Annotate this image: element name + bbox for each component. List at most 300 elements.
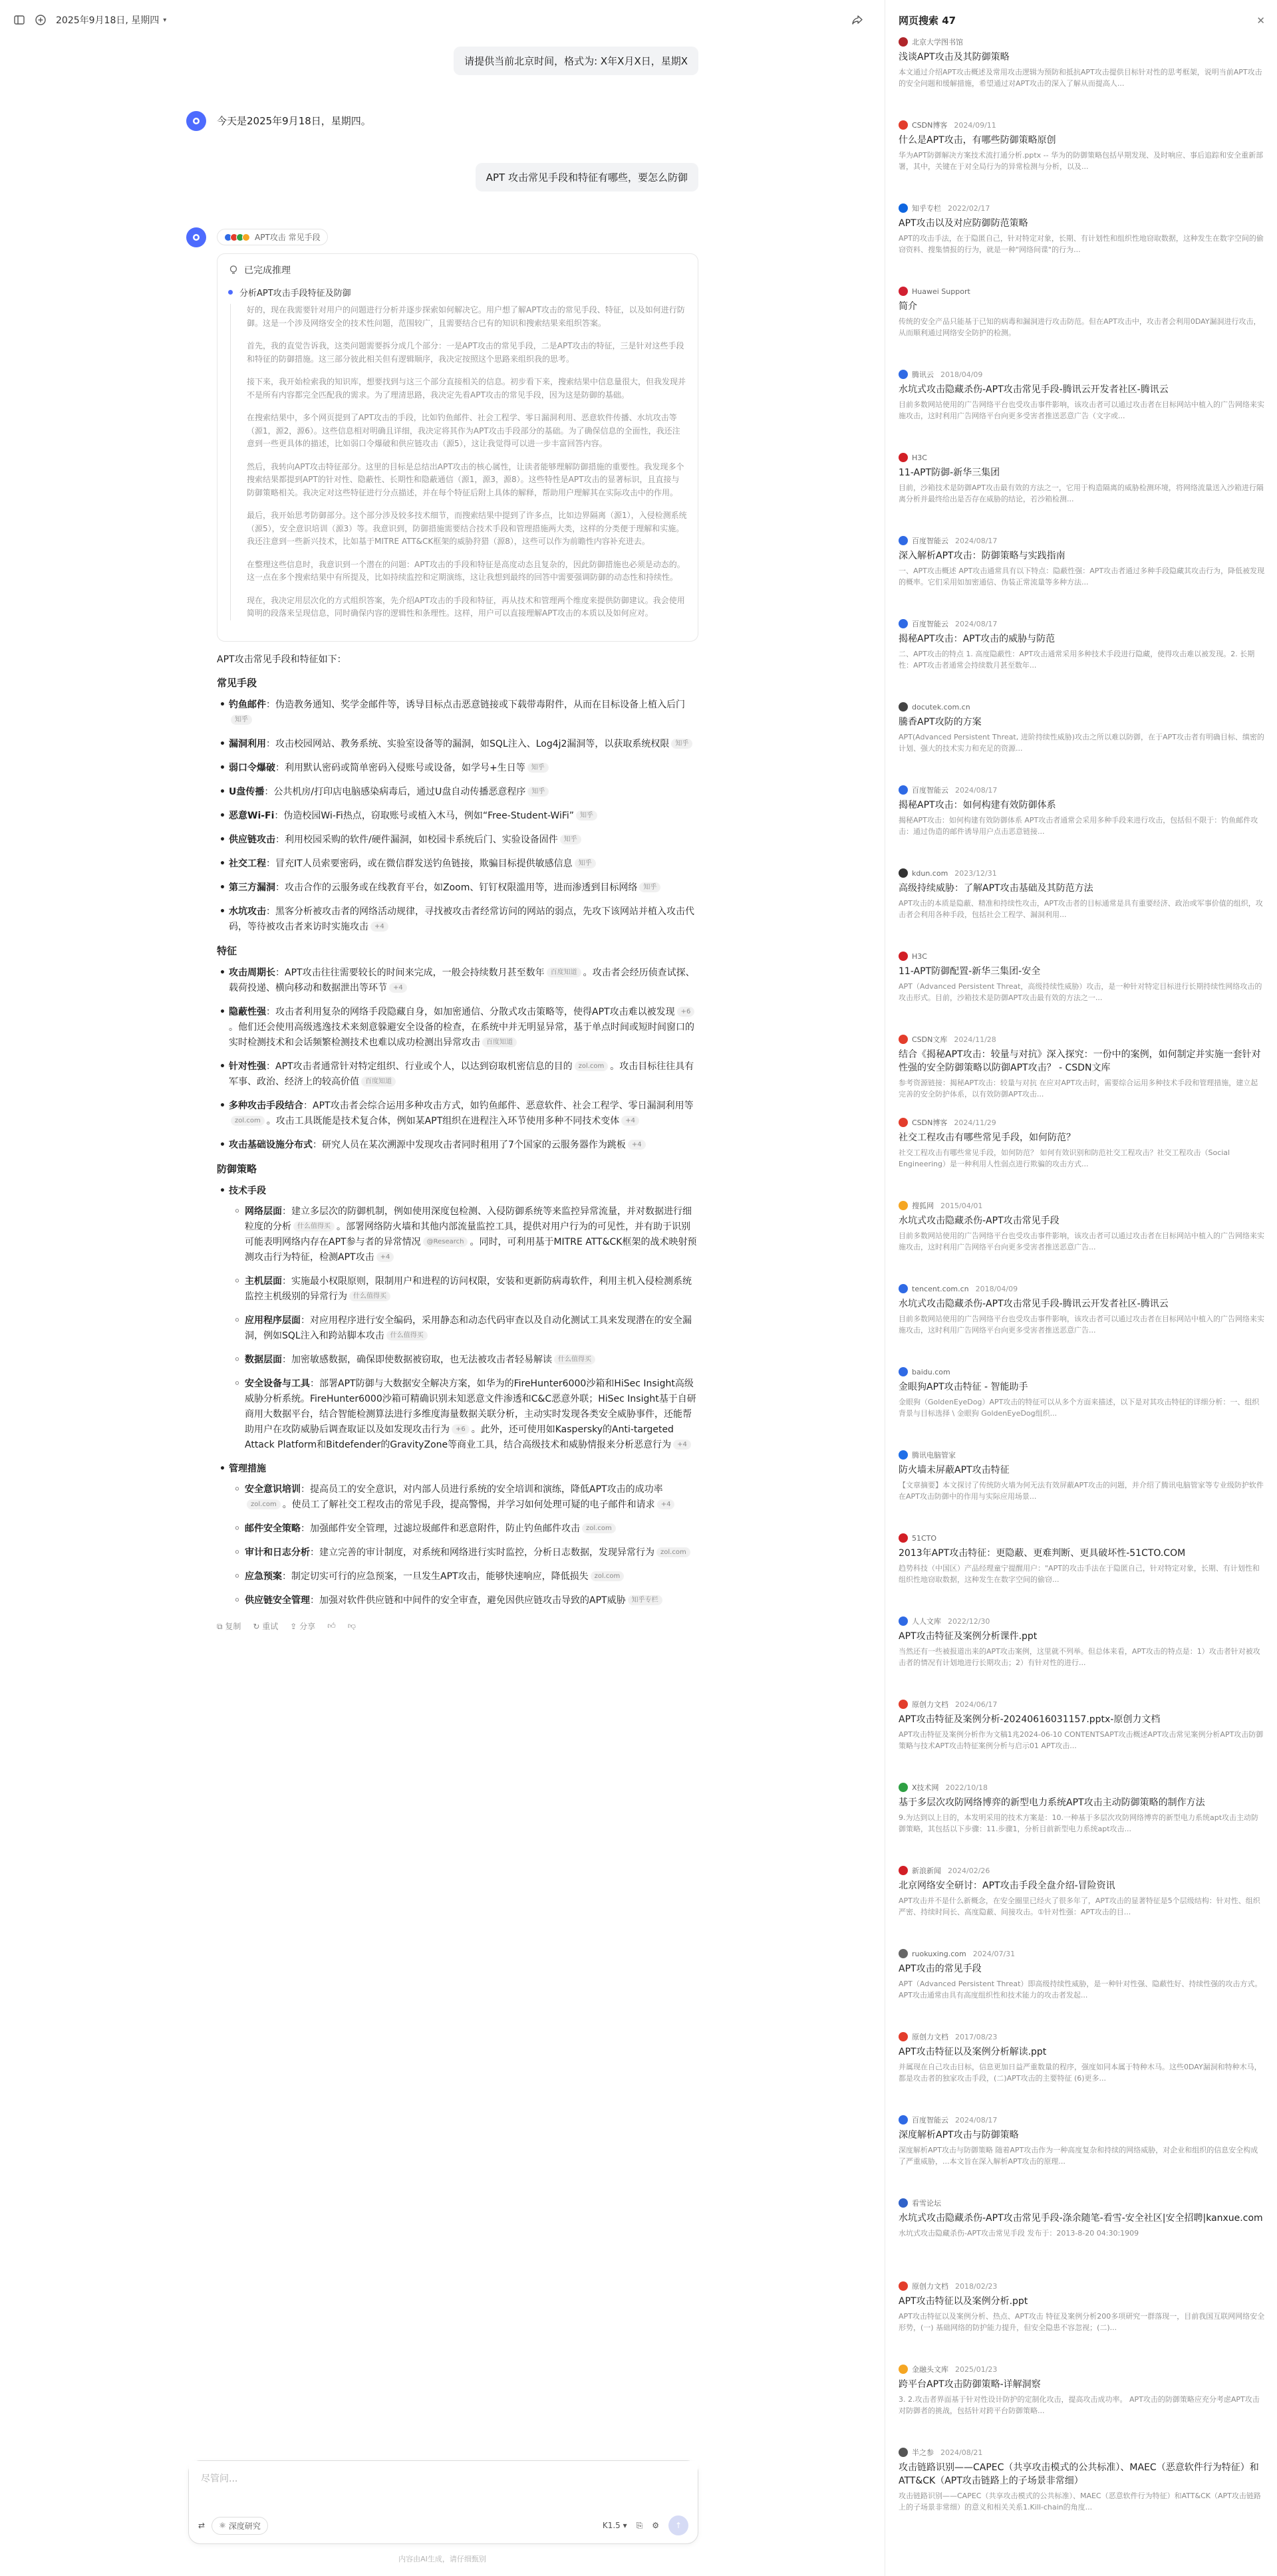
reasoning-paragraph: 然后，我转向APT攻击特征部分。这里的目标是总结出APT攻击的核心属性，让读者能够理解防御措施的重要性。我发现多个搜索结果都提到APT的针对性、隐蔽性、长期性和隐蔽通信（源1，源3，源8）。这些特性是APT攻击的显著标识，且直接与防御策略相关。我决定对这些特征进行分点描述，并在每个特征后附上具体的解释，帮助用户理解其在实际攻击中的作用。 bbox=[247, 461, 684, 497]
deep-research-label: 深度研究 bbox=[228, 2521, 261, 2531]
user-message-1 bbox=[186, 47, 698, 75]
reasoning-paragraph: 接下来，我开始检索我的知识库，想要找到与这三个部分直接相关的信息。初步看下来，搜索结果中信息量很大，但我发现并不是所有内容都完全匹配我的需求。为了理清思路，我决定先看APT攻击的常见手段，因为这是防御的基础。 bbox=[247, 377, 686, 400]
list-item bbox=[245, 1521, 698, 1537]
answer-intro: APT攻击常见手段和特征如下： bbox=[217, 654, 347, 665]
source-name: 原创力文档 bbox=[912, 2033, 948, 2041]
item-term: 第三方漏洞 bbox=[229, 882, 275, 893]
result-source bbox=[899, 618, 1265, 629]
result-date: 2018/04/09 bbox=[940, 370, 983, 379]
source-name: H3C bbox=[912, 453, 927, 462]
citation-badge[interactable]: @Research bbox=[423, 1237, 468, 1247]
item-term: 针对性强 bbox=[229, 1061, 266, 1072]
result-title[interactable]: 水坑式攻击隐藏杀伤-APT攻击常见手段 bbox=[899, 1216, 1060, 1226]
item-desc: 。此外，还可使用如Kaspersky的Anti-targeted Attack Platform和Bitdefender的GravityZone等商业工具，结合高级技术和威胁情报来分析恶意行为 bbox=[245, 1424, 674, 1450]
site-favicon-icon bbox=[899, 2448, 908, 2457]
item-desc: ：研究人员在某次溯源中发现攻击者同时租用了7个国家的云服务器作为跳板 bbox=[313, 1139, 626, 1150]
list-item bbox=[245, 1545, 698, 1561]
result-title[interactable]: APT攻击的常见手段 bbox=[899, 1964, 982, 1974]
search-result[interactable] bbox=[899, 535, 1265, 618]
result-snippet: 华为APT防御解决方案技术流打通分析.pptx -- 华为的防御策略包括早期发现、及时响应、事后追踪和安全重新部署，其中，关键在于对全局行为的异常检测与分析，以及... bbox=[899, 151, 1264, 171]
result-date: 2024/11/29 bbox=[954, 1118, 996, 1127]
citation-badge[interactable]: zol.com bbox=[656, 1547, 690, 1557]
item-term: 安全意识培训 bbox=[245, 1483, 301, 1495]
site-favicon-icon bbox=[899, 1201, 908, 1210]
result-title[interactable]: APT攻击以及对应防御防范策略 bbox=[899, 218, 1028, 229]
source-name: 看雪论坛 bbox=[912, 2199, 941, 2208]
citation-badge[interactable]: +6 bbox=[452, 1424, 470, 1434]
top-bar bbox=[0, 0, 885, 40]
site-favicon-icon bbox=[899, 1284, 908, 1293]
reasoning-text bbox=[230, 304, 687, 620]
list-item bbox=[229, 904, 698, 935]
result-source bbox=[899, 37, 1265, 47]
sidebar-toggle-icon[interactable] bbox=[13, 14, 25, 26]
user-message-text: APT 攻击常见手段和特征有哪些，要怎么防御 bbox=[476, 163, 698, 192]
copy-label: 复制 bbox=[225, 1621, 241, 1631]
result-date: 2024/02/26 bbox=[948, 1866, 990, 1875]
result-source bbox=[899, 2364, 1265, 2375]
item-term: 供应链攻击 bbox=[229, 834, 275, 845]
assistant-message-1 bbox=[186, 111, 698, 131]
result-date: 2024/07/31 bbox=[972, 1949, 1016, 1958]
result-title[interactable]: APT攻击特征及案例分析-20240616031157.pptx-原创力文档 bbox=[899, 1714, 1161, 1725]
tech-list bbox=[229, 1204, 698, 1453]
toggle-icon[interactable]: ⇄ bbox=[198, 2521, 206, 2530]
site-favicon-icon bbox=[899, 1035, 908, 1044]
settings-icon[interactable]: ⚙ bbox=[652, 2521, 659, 2530]
item-term: 审计和日志分析 bbox=[245, 1547, 310, 1558]
assistant-message-2 bbox=[186, 227, 698, 1632]
search-result[interactable] bbox=[899, 1699, 1265, 1782]
source-name: 北京大学图书馆 bbox=[912, 38, 963, 47]
search-result[interactable] bbox=[899, 868, 1265, 951]
search-query-label: APT攻击 常见手段 bbox=[255, 233, 321, 242]
reasoning-header[interactable] bbox=[228, 263, 687, 277]
site-favicon-icon bbox=[899, 2281, 908, 2291]
result-title[interactable]: 基于多层次攻防网络博弈的新型电力系统APT攻击主动防御策略的制作方法 bbox=[899, 1797, 1205, 1808]
item-term: 钓鱼邮件 bbox=[229, 699, 266, 710]
result-title[interactable]: 水坑式攻击隐藏杀伤-APT攻击常见手段-腾讯云开发者社区-腾讯云 bbox=[899, 1299, 1169, 1309]
source-name: 百度智能云 bbox=[912, 2116, 948, 2125]
result-snippet: 目前多数网站使用的广告网络平台也受攻击事件影响，该攻击者可以通过攻击者在目标网站中植入的广告网络来实施攻击，这时利用广告网络平台向更多受害者推送恶意广告... bbox=[899, 1231, 1264, 1251]
list-item bbox=[245, 1204, 698, 1265]
citation-badge[interactable]: 知乎 bbox=[575, 858, 596, 868]
source-name: 腾讯云 bbox=[912, 370, 934, 379]
chat-title[interactable]: 2025年9月18日, 星期四 bbox=[56, 15, 160, 26]
search-result[interactable] bbox=[899, 203, 1265, 286]
section-heading-defense: 防御策略 bbox=[217, 1162, 257, 1175]
new-chat-icon[interactable] bbox=[35, 14, 47, 26]
result-title[interactable]: 简介 bbox=[899, 301, 917, 312]
search-result[interactable] bbox=[899, 1616, 1265, 1699]
search-result[interactable] bbox=[899, 1366, 1265, 1450]
retry-button[interactable]: ↻ 重试 bbox=[253, 1621, 279, 1631]
step-dot-icon bbox=[228, 290, 233, 295]
result-title[interactable]: 跨平台APT攻击防御策略-详解洞察 bbox=[899, 2379, 1041, 2390]
item-term: 应用程序层面 bbox=[245, 1315, 301, 1326]
result-snippet: 并属现在自己攻击目标，信息更加日益严重数量的程序，强度如同本属于特种木马。这些0DAY漏洞和特种木马，都是攻击者的独家攻击手段，(二)APT攻击的主要特征 (6)更多... bbox=[899, 2063, 1262, 2083]
source-name: 金融头文库 bbox=[912, 2365, 948, 2374]
citation-badge[interactable]: zol.com bbox=[582, 1523, 616, 1533]
result-title[interactable]: 浅谈APT攻击及其防御策略 bbox=[899, 52, 1010, 63]
result-title[interactable]: 深入解析APT攻击：防御策略与实践指南 bbox=[899, 551, 1065, 561]
search-result[interactable] bbox=[899, 2281, 1265, 2364]
item-desc: 。攻击目标往往具有军事、政治、经济上的较高价值 bbox=[229, 1061, 694, 1087]
result-date: 2023/12/31 bbox=[954, 868, 997, 878]
result-title[interactable]: 什么是APT攻击，有哪些防御策略原创 bbox=[899, 135, 1056, 146]
source-name: 51CTO bbox=[912, 1533, 937, 1543]
item-desc: 。使员工了解社交工程攻击的常见手段，提高警惕，并学习如何处理可疑的电子邮件和请求 bbox=[282, 1499, 655, 1510]
search-result[interactable] bbox=[899, 286, 1265, 369]
list-item bbox=[245, 1482, 698, 1513]
result-title[interactable]: 攻击链路识别——CAPEC（共享攻击模式的公共标准）、MAEC（恶意软件行为特征）和ATT&CK（APT攻击链路上的子场景非常细） bbox=[899, 2462, 1259, 2486]
close-icon[interactable]: ✕ bbox=[1256, 14, 1265, 27]
search-result[interactable] bbox=[899, 1034, 1265, 1117]
item-desc: ：公共机房/打印店电脑感染病毒后，通过U盘自动传播恶意程序 bbox=[264, 786, 526, 797]
methods-list bbox=[217, 698, 698, 935]
list-item bbox=[229, 1184, 698, 1453]
source-name: CSDN博客 bbox=[912, 121, 948, 130]
message-list bbox=[186, 47, 698, 1664]
source-name: kdun.com bbox=[912, 868, 948, 878]
search-result[interactable] bbox=[899, 2447, 1265, 2530]
result-title[interactable]: 水坑式攻击隐藏杀伤-APT攻击常见手段-腾讯云开发者社区-腾讯云 bbox=[899, 384, 1169, 395]
source-name: H3C bbox=[912, 952, 927, 961]
item-desc: 。攻击工具既能是技术复合体，例如某APT组织在进程注入环节使用多种不同技术变体 bbox=[266, 1115, 620, 1126]
search-result[interactable] bbox=[899, 618, 1265, 702]
item-term: 弱口令爆破 bbox=[229, 762, 275, 773]
result-title[interactable]: 揭秘APT攻击：如何构建有效防御体系 bbox=[899, 800, 1056, 811]
result-date: 2024/08/17 bbox=[955, 785, 998, 795]
site-favicon-icon bbox=[899, 785, 908, 795]
result-snippet: APT攻击的本质是隐蔽、精准和持续性攻击，APT攻击者的目标通常是具有重要经济、政治或军事价值的组织，攻击者会利用各种手段，包括社会工程学、漏洞利用... bbox=[899, 899, 1263, 919]
result-source bbox=[899, 1782, 1265, 1793]
result-source bbox=[899, 369, 1265, 380]
search-result[interactable] bbox=[899, 1283, 1265, 1366]
item-desc: ：APT攻击者会综合运用多种攻击方式，如钓鱼邮件、恶意软件、社会工程学、零日漏洞利用等 bbox=[303, 1100, 694, 1111]
search-result[interactable] bbox=[899, 2031, 1265, 2115]
source-name: 新浪新闻 bbox=[912, 1867, 941, 1875]
result-title[interactable]: APT攻击特征以及案例分析解读.ppt bbox=[899, 2047, 1047, 2057]
reasoning-panel bbox=[217, 253, 698, 642]
result-title[interactable]: 高级持续威胁：了解APT攻击基础及其防范方法 bbox=[899, 883, 1093, 894]
citation-badge[interactable]: +6 bbox=[677, 1007, 695, 1017]
citation-badge[interactable]: 知乎 bbox=[527, 787, 549, 797]
model-selector[interactable]: K1.5 ▾ bbox=[602, 2521, 627, 2530]
site-favicon-icon bbox=[899, 453, 908, 462]
search-result[interactable] bbox=[899, 785, 1265, 868]
item-desc: 。部署网络防火墙和其他内部流量监控工具，提供对用户行为的可见性，并有助于识别可能表明网络内存在APT参与者的异常情况 bbox=[245, 1221, 690, 1247]
list-item bbox=[229, 1462, 698, 1609]
site-favicon-icon bbox=[899, 1450, 908, 1460]
result-title[interactable]: 水坑式攻击隐藏杀伤-APT攻击常见手段-涤余随笔-看雪-安全社区|安全招聘|kanxue.com bbox=[899, 2213, 1263, 2224]
citation-badge[interactable]: +4 bbox=[376, 1252, 394, 1262]
source-name: CSDN文库 bbox=[912, 1035, 948, 1044]
search-result[interactable] bbox=[899, 369, 1265, 452]
result-snippet: 参考资源链接：揭秘APT攻击：较量与对抗 在应对APT攻击时，需要综合运用多种技术手段和管理措施，建立起完善的安全防护体系，以有效防御APT攻击... bbox=[899, 1079, 1258, 1098]
mgmt-list bbox=[229, 1482, 698, 1609]
item-desc: 。同时，可利用基于MITRE ATT&CK框架的战术映射预测攻击行为特征，检测APT攻击 bbox=[245, 1236, 697, 1263]
reasoning-step-label: 分析APT攻击手段特征及防御 bbox=[239, 289, 351, 299]
citation-badge[interactable]: 百度知道 bbox=[547, 967, 581, 977]
item-term: 邮件安全策略 bbox=[245, 1523, 301, 1534]
item-term: 供应链安全管理 bbox=[245, 1595, 310, 1606]
research-icon: ⚛ bbox=[219, 2521, 226, 2530]
item-desc: ：利用默认密码或简单密码入侵账号或设备，如学号+生日等 bbox=[275, 762, 525, 773]
search-result[interactable] bbox=[899, 452, 1265, 535]
result-date: 2024/08/17 bbox=[955, 536, 998, 545]
result-date: 2024/11/28 bbox=[954, 1035, 996, 1044]
result-title[interactable]: 结合《揭秘APT攻击：较量与对抗》深入探究：一份中的案例，如何制定并实施一套针对性强的安全防御策略以防御APT攻击？ - CSDN文库 bbox=[899, 1049, 1261, 1073]
item-desc: ：伪造教务通知、奖学金邮件等，诱导目标点击恶意链接或下载带毒附件，从而在目标设备上植入后门 bbox=[266, 699, 685, 710]
result-source bbox=[899, 702, 1265, 712]
citation-badge[interactable]: 知乎 bbox=[527, 763, 549, 773]
copy-button[interactable]: ⧉ 复制 bbox=[217, 1621, 241, 1631]
result-title[interactable]: 社交工程攻击有哪些常见手段，如何防范？ bbox=[899, 1132, 1075, 1143]
site-favicon-icon bbox=[899, 1783, 908, 1792]
item-desc: ：黑客分析被攻击者的网络活动规律，寻找被攻击者经常访问的网站的弱点，先攻下该网站并植入攻击代码，等待被攻击者来访时实施攻击 bbox=[229, 906, 694, 932]
list-item bbox=[229, 1059, 698, 1090]
item-term: 恶意Wi-Fi bbox=[229, 810, 275, 821]
list-item bbox=[229, 809, 698, 824]
item-desc: ：对应用程序进行安全编码，采用静态和动态代码审查以及自动化测试工具来发现潜在的安全漏洞，例如SQL注入和跨站脚本攻击 bbox=[245, 1315, 692, 1341]
citation-badge[interactable]: 百度知道 bbox=[482, 1037, 517, 1047]
search-source-chip[interactable] bbox=[217, 229, 328, 245]
result-snippet: APT攻击特征及案例分析作为文稿1兆2024-06-10 CONTENTSAPT攻击概述APT攻击常见案例分析APT攻击防御策略与技术APT攻击特征案例分析与启示01 APT攻击... bbox=[899, 1730, 1264, 1750]
search-result[interactable] bbox=[899, 2364, 1265, 2447]
citation-badge[interactable]: 百度知道 bbox=[361, 1077, 396, 1087]
result-snippet: 一、APT攻击概述 APT攻击通常具有以下特点：隐蔽性强：APT攻击者通过多种手段隐藏其攻击行为，降低被发现的概率。它们采用如加密通信、伪装正常流量等多种方法... bbox=[899, 567, 1265, 586]
citation-badge[interactable]: +4 bbox=[657, 1499, 675, 1509]
search-result[interactable] bbox=[899, 1865, 1265, 1948]
source-name: ruokuxing.com bbox=[912, 1949, 966, 1958]
source-name: 搜狐网 bbox=[912, 1202, 934, 1210]
item-desc: ：攻击者利用复杂的网络手段隐藏自身，如加密通信、分散式攻击策略等，使得APT攻击难以被发现 bbox=[266, 1006, 675, 1017]
result-date: 2024/08/21 bbox=[940, 2448, 983, 2457]
result-date: 2022/02/17 bbox=[948, 203, 990, 213]
result-snippet: 9.为达到以上目的，本发明采用的技术方案是：10.一种基于多层次攻防网络博弈的新型电力系统apt攻击主动防御策略，其包括以下步骤：11.步骤1，分析目前新型电力系统apt攻击... bbox=[899, 1813, 1259, 1833]
item-term: 水坑攻击 bbox=[229, 906, 266, 917]
item-desc: ：利用校园采购的软件/硬件漏洞，如校园卡系统后门、实验设备固件 bbox=[275, 834, 558, 845]
result-source bbox=[899, 1450, 1265, 1460]
search-panel-header bbox=[899, 13, 1265, 27]
search-result[interactable] bbox=[899, 1117, 1265, 1200]
item-term: 攻击基础设施分布式 bbox=[229, 1139, 313, 1150]
site-favicon-icon bbox=[899, 287, 908, 296]
citation-badge[interactable]: zol.com bbox=[575, 1061, 609, 1071]
defense-mgmt-heading: 管理措施 bbox=[229, 1463, 266, 1474]
result-source bbox=[899, 785, 1265, 795]
item-term: 漏洞利用 bbox=[229, 738, 266, 749]
item-term: 数据层面 bbox=[245, 1354, 282, 1365]
result-title[interactable]: 騰香APT攻防的方案 bbox=[899, 717, 982, 727]
thumbs-down-icon[interactable]: 👎︎ bbox=[347, 1620, 356, 1630]
reasoning-paragraph: 在整理这些信息时，我意识到一个潜在的问题：APT攻击的手段和特征是高度动态且复杂的，因此防御措施也必须是动态的。这一点在多个搜索结果中有所提及，比如持续监控和定期演练，这让我想到最终的回答中需要强调防御的动态性和持续性。 bbox=[247, 559, 685, 582]
result-snippet: 目前，沙箱技术是防御APT攻击最有效的方法之一，它用于构造隔离的威胁检测环境，将网络流量送入沙箱进行隔离分析并最终给出是否存在威胁的结论，若沙箱检测... bbox=[899, 483, 1264, 503]
site-favicon-icon bbox=[899, 2198, 908, 2208]
result-date: 2015/04/01 bbox=[940, 1201, 983, 1210]
search-result[interactable] bbox=[899, 702, 1265, 785]
message-input[interactable] bbox=[189, 2461, 698, 2501]
result-source bbox=[899, 2447, 1265, 2458]
retry-label: 重试 bbox=[262, 1621, 279, 1631]
reasoning-paragraph: 好的，现在我需要针对用户的问题进行分析并逐步探索如何解决它。用户想了解APT攻击的常见手段、特征，以及如何进行防御。这是一个涉及网络安全的技术性问题，范围较广，且需要结合已有的知识和搜索结果来组织答案。 bbox=[247, 305, 685, 328]
source-favicons bbox=[224, 233, 248, 241]
citation-badge[interactable]: 什么值得买 bbox=[293, 1222, 335, 1231]
citation-badge[interactable]: 知乎 bbox=[671, 739, 692, 749]
source-name: docutek.com.cn bbox=[912, 702, 970, 711]
result-date: 2024/08/17 bbox=[955, 619, 998, 628]
model-label: K1.5 bbox=[602, 2521, 621, 2530]
source-name: Huawei Support bbox=[912, 287, 970, 296]
result-title[interactable]: 揭秘APT攻击：APT攻击的威胁与防范 bbox=[899, 634, 1056, 644]
result-title[interactable]: 11-APT防御-新华三集团 bbox=[899, 467, 1000, 478]
search-result[interactable] bbox=[899, 1450, 1265, 1533]
citation-badge[interactable]: 知乎 bbox=[560, 835, 581, 844]
search-result[interactable] bbox=[899, 951, 1265, 1034]
site-favicon-icon bbox=[899, 1118, 908, 1127]
result-snippet: 社交工程攻击有哪些常见手段，如何防范？ 如何有效识别和防范社交工程攻击？社交工程攻击（Social Engineering）是一种利用人性弱点进行欺骗的攻击方式... bbox=[899, 1148, 1230, 1168]
citation-badge[interactable]: +4 bbox=[370, 922, 388, 932]
citation-badge[interactable]: zol.com bbox=[247, 1499, 281, 1509]
list-item bbox=[245, 1593, 698, 1609]
source-name: 人人文库 bbox=[912, 1617, 941, 1626]
site-favicon-icon bbox=[899, 1700, 908, 1709]
source-name: 百度智能云 bbox=[912, 620, 948, 628]
result-snippet: APT攻击并不是什么新概念，在安全圈里已经火了很多年了，APT攻击的显著特征是5个层级结构：针对性、组织严密、持续时间长、高度隐蔽、间接攻击。①针对性强：APT攻击的目... bbox=[899, 1896, 1260, 1916]
list-item bbox=[229, 761, 698, 776]
result-snippet: 金眼狗（GoldenEyeDog）APT攻击的特征可以从多个方面来描述，以下是对其攻击特征的详细分析：一、组织背景与目标选择 \ 金眼狗 GoldenEyeDog组织... bbox=[899, 1398, 1260, 1418]
source-name: 百度智能云 bbox=[912, 786, 948, 795]
result-source bbox=[899, 203, 1265, 213]
share-icon[interactable] bbox=[851, 14, 863, 26]
result-title[interactable]: APT攻击特征及案例分析课件.ppt bbox=[899, 1631, 1038, 1642]
search-result[interactable] bbox=[899, 1782, 1265, 1865]
search-result[interactable] bbox=[899, 1948, 1265, 2031]
citation-badge[interactable]: 知乎 bbox=[231, 715, 252, 725]
result-snippet: 目前多数网站使用的广告网络平台也受攻击事件影响，该攻击者可以通过攻击者在目标网站中植入的广告网络来实施攻击，这时利用广告网络平台向更多受害者推送恶意广告（文字或... bbox=[899, 400, 1264, 420]
result-snippet: 当然还有一些被报道出来的APT攻击案例，这里就不列举。但总体来看，APT攻击的特点是：1）攻击者针对被攻击者的情况有计划地进行长期攻击；2）有针对性的进行... bbox=[899, 1647, 1260, 1667]
result-date: 2018/04/09 bbox=[975, 1284, 1018, 1293]
citation-badge[interactable]: 什么值得买 bbox=[349, 1291, 390, 1301]
source-name: tencent.com.cn bbox=[912, 1284, 969, 1293]
site-favicon-icon bbox=[899, 1367, 908, 1376]
item-desc: ：部署APT防御与大数据安全解决方案，如华为的FireHunter6000沙箱和HiSec Insight高级威胁分析系统。FireHunter6000沙箱可精确识别未知恶意文件渗透和C&C恶意外联；HiSec Insight基于自研商用大数据平台，结合智能检测算法进行多维度海量数据关联分析，主动实时发现各类安全威胁事件，还能帮助用户在攻防威胁后调查取证以及如发现攻击行为 bbox=[245, 1378, 696, 1435]
result-snippet: 3. 2.攻击者界面基于针对性设计防护的定制化攻击，提高攻击成功率。 APT攻击的防御策略应充分考虑APT攻击对防御者的挑战，包括针对跨平台防御策略... bbox=[899, 2395, 1260, 2415]
thumbs-up-icon[interactable]: 👍︎ bbox=[327, 1620, 336, 1630]
site-favicon-icon bbox=[899, 619, 908, 628]
section-heading-methods: 常见手段 bbox=[217, 676, 257, 689]
search-result[interactable] bbox=[899, 1533, 1265, 1616]
search-result[interactable] bbox=[899, 1200, 1265, 1283]
citation-badge[interactable]: 什么值得买 bbox=[554, 1354, 595, 1364]
citation-badge[interactable]: +4 bbox=[389, 983, 407, 993]
reasoning-paragraph: 在搜索结果中，多个网页提到了APT攻击的手段，比如钓鱼邮件、社会工程学、零日漏洞利用、恶意软件传播、水坑攻击等（源1，源2，源6）。这些信息相对明确且详细，我决定将其作为APT攻击手段部分的基础。为了确保信息的全面性，我还注意到一些更具体的描述，比如弱口令爆破和供应链攻击（源5），这让我觉得可以进一步丰富回答内容。 bbox=[247, 413, 680, 448]
result-source bbox=[899, 868, 1265, 878]
site-favicon-icon bbox=[899, 2365, 908, 2374]
citation-badge[interactable]: +4 bbox=[628, 1140, 646, 1150]
chevron-down-icon[interactable]: ▾ bbox=[163, 16, 167, 24]
reasoning-paragraph: 最后，我开始思考防御部分。这个部分涉及较多技术细节，而搜索结果中提到了许多点，比如边界隔离（源1），入侵检测系统（源5），安全意识培训（源3）等。我意识到，防御措施需要结合技术手段和管理措施两大类，这样的分类便于理解和实施。我还注意到一些新兴技术，比如基于MITRE ATT&CK框架的威胁狩猎（源8），这些可以作为前瞻性内容补充进去。 bbox=[247, 511, 687, 546]
result-snippet: APT（Advanced Persistent Threat，高级持续性威胁）攻击，是一种针对特定目标进行长期持续性网络攻击的攻击形式。目前，沙箱技术是防御APT攻击最有效的方法之一... bbox=[899, 982, 1262, 1002]
result-snippet: 【文章摘要】本文探讨了传统防火墙为何无法有效屏蔽APT攻击的问题，并介绍了腾讯电脑管家等专业级防护软件在APT攻击防御中的作用与实际应用场景... bbox=[899, 1481, 1264, 1501]
result-date: 2024/08/17 bbox=[955, 2115, 998, 2125]
result-date: 2025/01/23 bbox=[955, 2365, 998, 2374]
citation-badge[interactable]: 知乎专栏 bbox=[628, 1595, 662, 1605]
search-result[interactable] bbox=[899, 37, 1265, 120]
item-desc: ：攻击合作的云服务或在线教育平台，如Zoom、钉钉权限滥用等，进而渗透到目标网络 bbox=[275, 882, 638, 893]
attach-icon[interactable]: ⎘ bbox=[636, 2520, 643, 2530]
citation-badge[interactable]: zol.com bbox=[231, 1116, 265, 1126]
search-result[interactable] bbox=[899, 2115, 1265, 2198]
defense-list bbox=[217, 1184, 698, 1609]
result-source bbox=[899, 1283, 1265, 1294]
result-title[interactable]: 深度解析APT攻击与防御策略 bbox=[899, 2130, 1019, 2140]
result-source bbox=[899, 1533, 1265, 1543]
citation-badge[interactable]: 什么值得买 bbox=[386, 1331, 428, 1341]
item-term: 多种攻击手段结合 bbox=[229, 1100, 303, 1111]
result-title[interactable]: 金眼狗APT攻击特征 - 智能助手 bbox=[899, 1382, 1028, 1392]
list-item bbox=[245, 1376, 698, 1453]
result-snippet: 水坑式攻击隐藏杀伤-APT攻击常见手段 发布于：2013-8-20 04:30:1909 bbox=[899, 2229, 1139, 2238]
source-name: 腾讯电脑管家 bbox=[912, 1451, 956, 1460]
citation-badge[interactable]: 知乎 bbox=[639, 882, 660, 892]
result-source bbox=[899, 2115, 1265, 2125]
search-result[interactable] bbox=[899, 2198, 1265, 2281]
source-name: 原创力文档 bbox=[912, 2282, 948, 2291]
item-term: 攻击周期长 bbox=[229, 967, 275, 978]
result-snippet: 深度解析APT攻击与防御策略 随着APT攻击作为一种高度复杂和持续的网络威胁，对企业和组织的信息安全构成了严重威胁，...本文旨在深入解析APT攻击的原理... bbox=[899, 2146, 1258, 2166]
result-title[interactable]: 北京网络安全研讨：APT攻击手段全盘介绍-冒险资讯 bbox=[899, 1880, 1115, 1891]
item-desc: ：伪造校园Wi-Fi热点，窃取账号或植入木马，例如“Free-Student-WiFi” bbox=[274, 810, 575, 821]
deep-research-button[interactable] bbox=[212, 2517, 268, 2535]
item-term: 隐蔽性强 bbox=[229, 1006, 266, 1017]
result-title[interactable]: 2013年APT攻击特征：更隐蔽、更难判断、更具破坏性-51CTO.COM bbox=[899, 1548, 1186, 1559]
share-label: 分享 bbox=[299, 1621, 316, 1631]
lightbulb-icon bbox=[228, 265, 239, 275]
site-favicon-icon bbox=[899, 536, 908, 545]
send-button[interactable]: ↑ bbox=[668, 2515, 688, 2535]
citation-badge[interactable]: zol.com bbox=[591, 1571, 625, 1581]
result-title[interactable]: 11-APT防御配置-新华三集团-安全 bbox=[899, 966, 1041, 977]
item-desc: ：实施最小权限原则，限制用户和进程的访问权限，安装和更新防病毒软件，利用主机入侵检测系统监控主机级别的异常行为 bbox=[245, 1275, 692, 1302]
result-source bbox=[899, 2031, 1265, 2042]
result-date: 2024/06/17 bbox=[955, 1700, 998, 1709]
citation-badge[interactable]: +4 bbox=[673, 1440, 691, 1450]
result-source bbox=[899, 1699, 1265, 1710]
site-favicon-icon bbox=[899, 2032, 908, 2041]
assistant-avatar-icon bbox=[186, 227, 206, 247]
item-desc: 。他们还会使用高级逃逸技术来刻意躲避安全设备的检查，在系统中并无明显异常，基于单点时间或短时间窗口的实时检测技术和会话频繁检测技术也难以成功检测出异常攻击 bbox=[229, 1021, 694, 1048]
citation-badge[interactable]: 知乎 bbox=[576, 811, 597, 821]
item-term: 社交工程 bbox=[229, 858, 266, 869]
result-title[interactable]: 防火墙未屏蔽APT攻击特征 bbox=[899, 1465, 1010, 1476]
item-term: 安全设备与工具 bbox=[245, 1378, 310, 1389]
result-snippet: 揭秘APT攻击：如何构建有效防御体系 APT攻击者通常会采用多种手段来进行攻击，包括但不限于：钓鱼邮件攻击：通过伪造的邮件诱导用户点击恶意链接... bbox=[899, 816, 1258, 836]
list-item bbox=[229, 1098, 698, 1129]
search-result[interactable] bbox=[899, 120, 1265, 203]
result-snippet: 本文通过介绍APT攻击概述及常用攻击逻辑为预防和抵抗APT攻击提供目标针对性的思考框架，说明当前APT攻击的安全问题和缓解措施，希望通过对APT攻击的深入了解从而提高人... bbox=[899, 68, 1262, 88]
share-button[interactable]: ⇪ 分享 bbox=[290, 1621, 316, 1631]
citation-badge[interactable]: +4 bbox=[621, 1116, 639, 1126]
source-name: X技术网 bbox=[912, 1783, 939, 1792]
item-desc: ：APT攻击者通常针对特定组织、行业或个人，以达到窃取机密信息的目的 bbox=[266, 1061, 573, 1072]
list-item bbox=[245, 1569, 698, 1585]
result-title[interactable]: APT攻击特征以及案例分析.ppt bbox=[899, 2296, 1028, 2307]
list-item bbox=[229, 966, 698, 996]
traits-list bbox=[217, 966, 698, 1153]
result-source bbox=[899, 452, 1265, 463]
